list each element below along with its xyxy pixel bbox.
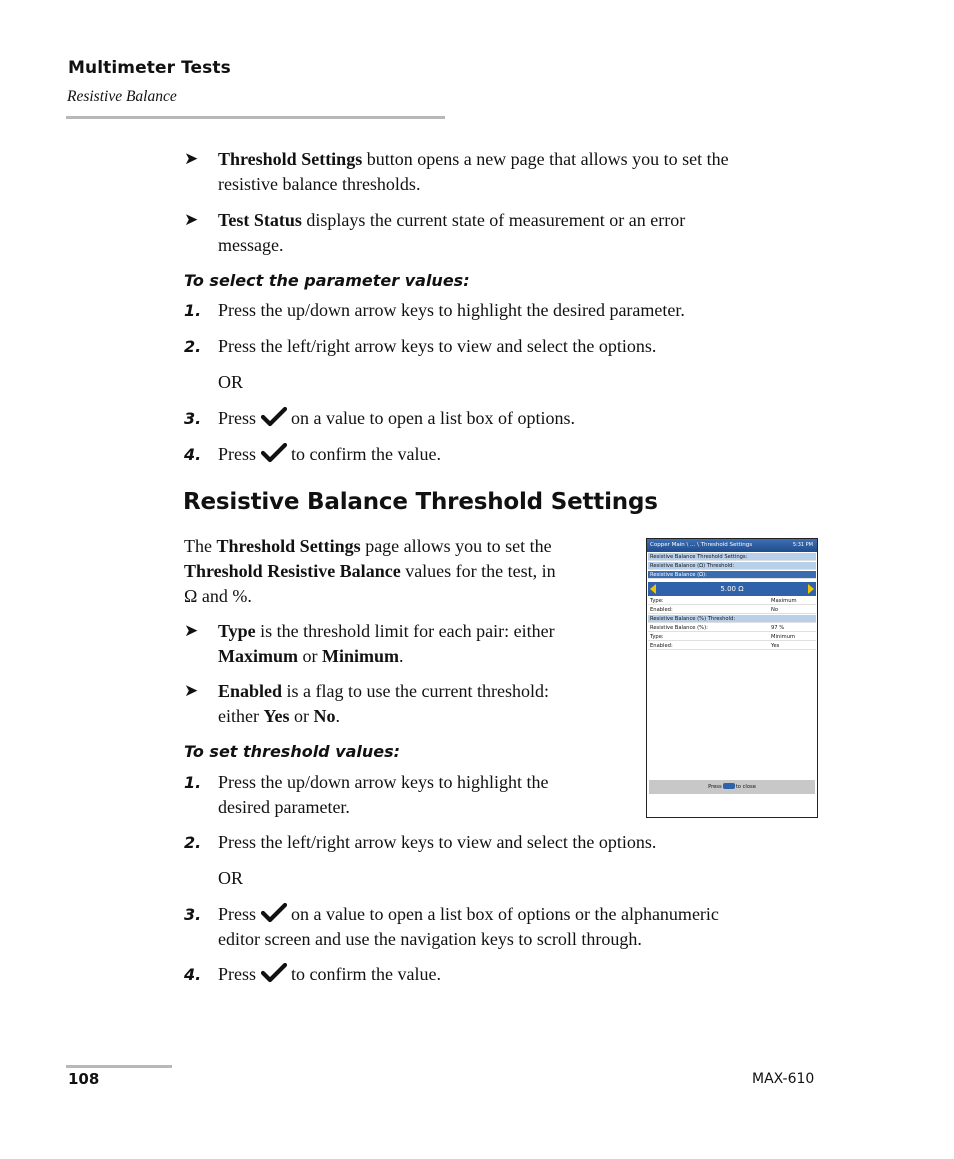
bullet-arrow-icon: ➤ xyxy=(184,149,199,169)
step-text: Press the left/right arrow keys to view and select the options. xyxy=(218,336,657,356)
device-row: Type: Minimum xyxy=(648,633,816,641)
header-rule xyxy=(66,116,445,119)
running-header-title: Multimeter Tests xyxy=(68,58,231,78)
device-row: Enabled: Yes xyxy=(648,642,816,650)
back-icon xyxy=(723,783,735,789)
step-text: Press the up/down arrow keys to highlight the desired parameter. xyxy=(218,300,685,320)
device-clock: 5:31 PM xyxy=(792,542,813,548)
left-arrow-icon xyxy=(650,584,656,594)
step-number: 1. xyxy=(184,301,202,320)
section-intro: The Threshold Settings page allows you to set the Threshold Resistive Balance values for the test, in Ω and %. xyxy=(184,536,556,606)
step-number: 2. xyxy=(184,833,202,852)
device-screenshot xyxy=(646,538,818,818)
step-text: Press on a value to open a list box of options. xyxy=(218,408,575,428)
device-value-bar xyxy=(648,582,816,596)
bullet-arrow-icon: ➤ xyxy=(184,681,199,701)
step-text: Press on a value to open a list box of options or the alphanumeric editor screen and use the navigation keys to scroll through. xyxy=(218,904,719,949)
or-text: OR xyxy=(218,868,244,888)
device-row: Enabled: No xyxy=(648,606,816,614)
device-row: Resistive Balance Threshold Settings: xyxy=(648,553,816,561)
device-row: Type: Maximum xyxy=(648,597,816,605)
device-row: Resistive Balance (%): 97 % xyxy=(648,624,816,632)
step-number: 3. xyxy=(184,409,202,428)
step-number: 1. xyxy=(184,773,202,792)
footer-rule xyxy=(66,1065,172,1068)
bullet-arrow-icon: ➤ xyxy=(184,621,199,641)
step-number: 4. xyxy=(184,965,202,984)
running-header-subtitle: Resistive Balance xyxy=(67,88,177,105)
device-row: Resistive Balance (Ω) Threshold: xyxy=(648,562,816,570)
step-number: 4. xyxy=(184,445,202,464)
device-breadcrumb: Copper Main \ ... \ Threshold Settings xyxy=(650,542,753,548)
step-number: 3. xyxy=(184,905,202,924)
step-text: Press to confirm the value. xyxy=(218,444,441,464)
bullet-threshold-settings: Threshold Settings button opens a new page that allows you to set the resistive balance thresholds. xyxy=(218,149,729,194)
device-value: 5.00 Ω xyxy=(720,585,744,593)
step-text: Press the left/right arrow keys to view and select the options. xyxy=(218,832,657,852)
device-title-bar xyxy=(647,539,817,552)
procedure-title: To select the parameter values: xyxy=(184,271,470,290)
page-number: 108 xyxy=(68,1070,100,1088)
checkmark-icon xyxy=(261,963,287,983)
bullet-enabled: Enabled is a flag to use the current threshold: either Yes or No. xyxy=(218,681,549,726)
bullet-type: Type is the threshold limit for each pair: either Maximum or Minimum. xyxy=(218,621,555,666)
step-text: Press the up/down arrow keys to highlight the desired parameter. xyxy=(218,772,549,817)
checkmark-icon xyxy=(261,903,287,923)
checkmark-icon xyxy=(261,407,287,427)
device-row: Resistive Balance (%) Threshold: xyxy=(648,615,816,623)
bullet-arrow-icon: ➤ xyxy=(184,210,199,230)
device-row-selected: Resistive Balance (Ω): xyxy=(648,571,816,579)
product-model: MAX-610 xyxy=(752,1071,815,1087)
or-text: OR xyxy=(218,372,244,392)
procedure-title: To set threshold values: xyxy=(184,742,401,761)
right-arrow-icon xyxy=(808,584,814,594)
device-footer: Press to close xyxy=(649,780,815,794)
bullet-test-status: Test Status displays the current state of measurement or an error message. xyxy=(218,210,686,255)
checkmark-icon xyxy=(261,443,287,463)
step-number: 2. xyxy=(184,337,202,356)
section-title: Resistive Balance Threshold Settings xyxy=(183,489,658,515)
step-text: Press to confirm the value. xyxy=(218,964,441,984)
